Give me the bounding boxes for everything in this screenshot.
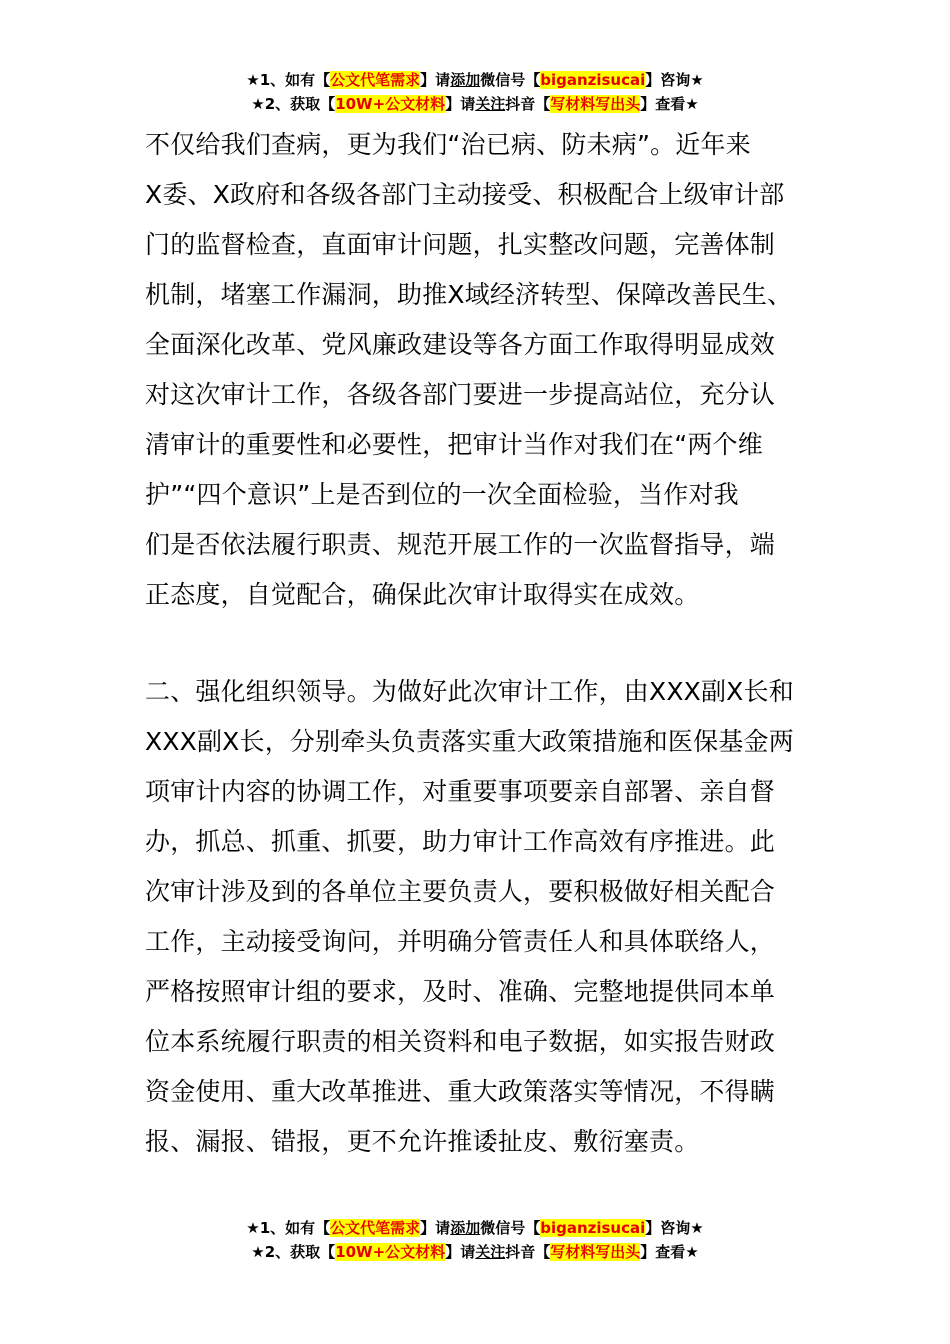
banner-highlight-wechat-id: biganzisucai (540, 1219, 646, 1237)
text-line: 正态度，自觉配合，确保此次审计取得实在成效。 (145, 580, 700, 609)
banner-highlight-douyin-id: 写材料写出头 (550, 95, 641, 113)
banner-text: 】请 (445, 1243, 476, 1261)
banner-text: 】请 (445, 95, 476, 113)
text-line: 位本系统履行职责的相关资料和电子数据，如实报告财政 (145, 1027, 776, 1056)
text-line: 不仅给我们查病，更为我们“治已病、防未病”。近年来 (145, 130, 751, 159)
text-line: 们是否依法履行职责、规范开展工作的一次监督指导，端 (145, 530, 776, 559)
banner-line-1 (0, 1216, 950, 1240)
banner-text: ★2、获取【 (251, 95, 336, 113)
banner-text: 】请 (420, 1219, 451, 1237)
text-line: 办，抓总、抓重、抓要，助力审计工作高效有序推进。此 (145, 827, 776, 856)
body-paragraph-2 (145, 667, 809, 1167)
banner-highlight-douyin-id: 写材料写出头 (550, 1243, 641, 1261)
banner-highlight: 公文代笔需求 (330, 71, 421, 89)
text-line: 报、漏报、错报，更不允许推诿扯皮、敷衍塞责。 (145, 1127, 700, 1156)
text-line: 全面深化改革、党风廉政建设等各方面工作取得明显成效 (145, 330, 776, 359)
text-line: 次审计涉及到的各单位主要负责人，要积极做好相关配合 (145, 877, 776, 906)
text-line: 工作，主动接受询问，并明确分管责任人和具体联络人， (145, 927, 776, 956)
banner-highlight-wechat-id: biganzisucai (540, 71, 646, 89)
text-line: 机制，堵塞工作漏洞，助推X域经济转型、保障改善民生、 (145, 280, 793, 309)
banner-text: 抖音【 (505, 95, 551, 113)
banner-underlined-text: 添加 (450, 71, 481, 89)
banner-text: 】查看★ (640, 1243, 699, 1261)
banner-underlined-text: 添加 (450, 1219, 481, 1237)
banner-line-2 (0, 92, 950, 116)
text-line: 资金使用、重大改革推进、重大政策落实等情况，不得瞒 (145, 1077, 776, 1106)
banner-text: 】请 (420, 71, 451, 89)
banner-text: 微信号【 (480, 71, 541, 89)
text-line: XXX副X长，分别牵头负责落实重大政策措施和医保基金两 (145, 727, 794, 756)
banner-line-2 (0, 1240, 950, 1264)
banner-line-1 (0, 68, 950, 92)
banner-text: 抖音【 (505, 1243, 551, 1261)
header-banner (0, 68, 950, 116)
banner-underlined-text: 关注 (475, 95, 506, 113)
banner-text: 】咨询★ (645, 1219, 704, 1237)
banner-text: ★1、如有【 (246, 71, 331, 89)
banner-underlined-text: 关注 (475, 1243, 506, 1261)
text-line: 严格按照审计组的要求，及时、准确、完整地提供同本单 (145, 977, 776, 1006)
text-line: 清审计的重要性和必要性，把审计当作对我们在“两个维 (145, 430, 763, 459)
text-line: 门的监督检查，直面审计问题，扎实整改问题，完善体制 (145, 230, 776, 259)
banner-highlight: 10W+公文材料 (335, 1243, 446, 1261)
banner-text: 】查看★ (640, 95, 699, 113)
footer-banner (0, 1216, 950, 1264)
text-line: 对这次审计工作，各级各部门要进一步提高站位，充分认 (145, 380, 776, 409)
section-heading-line: 二、强化组织领导。为做好此次审计工作，由XXX副X长和 (145, 677, 794, 706)
banner-text: 微信号【 (480, 1219, 541, 1237)
banner-text: ★2、获取【 (251, 1243, 336, 1261)
text-line: 护”“四个意识”上是否到位的一次全面检验，当作对我 (145, 480, 739, 509)
banner-highlight: 公文代笔需求 (330, 1219, 421, 1237)
body-paragraph-1 (145, 120, 809, 620)
banner-highlight: 10W+公文材料 (335, 95, 446, 113)
banner-text: ★1、如有【 (246, 1219, 331, 1237)
text-line: 项审计内容的协调工作，对重要事项要亲自部署、亲自督 (145, 777, 776, 806)
banner-text: 】咨询★ (645, 71, 704, 89)
text-line: X委、X政府和各级各部门主动接受、积极配合上级审计部 (145, 180, 785, 209)
